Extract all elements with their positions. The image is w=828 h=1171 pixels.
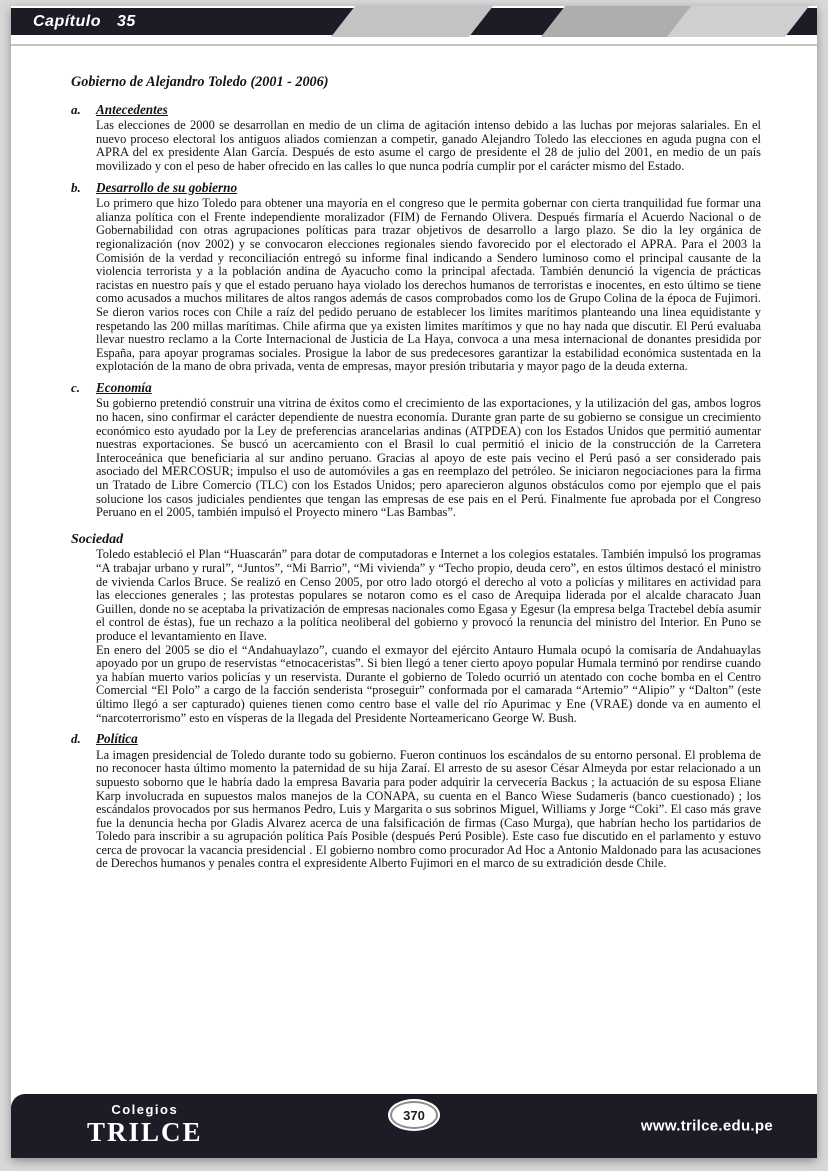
publisher-website-link[interactable]: www.trilce.edu.pe <box>640 1117 773 1135</box>
section-antecedentes <box>71 103 761 174</box>
publisher-logo-trilce: TRILCE <box>87 1117 203 1147</box>
section-letter: d. <box>71 731 81 747</box>
publisher-logo <box>87 1102 203 1146</box>
page-content <box>71 50 761 1090</box>
section-title: Sociedad <box>71 531 124 547</box>
chapter-header <box>11 6 817 48</box>
section-economia <box>71 381 761 520</box>
textbook-page <box>11 6 817 1158</box>
header-deco-shape-1 <box>331 6 493 37</box>
section-heading-row <box>71 732 761 747</box>
section-politica <box>71 732 761 871</box>
page-number-badge <box>390 1101 438 1129</box>
section-body <box>96 119 761 173</box>
section-title: Antecedentes <box>96 101 168 117</box>
section-letter: c. <box>71 379 81 395</box>
paragraph: En enero del 2005 se dio el “Andahuaylazo”, cuando el exmayor del ejército Antauro Humala ocupó la comisaría de Andahuaylas apoyado por un grupo de reservistas “etnocaceristas”. Si bien llegó a tener cierto apoyo popular Humala terminó por rendirse cuando ya habían muerto varios policías y un reservista. Durante el gobierno de Toledo ocurrió un atentado con coche bomba en el Centro Comercial “El Polo” a cargo de la facción senderista “proseguir” conformada por el camarada “Artemio” “Alipio” y “Dalton” (este último llegó a ser capturado) quienes tienen como centro base el valle del río Apurimac y Ene (VRAE) donde va en aumento el “narcoterrorismo” esto en vísperas de la llegada del Presidente Norteamericano George W. Bush. <box>96 642 761 725</box>
section-title: Política <box>96 731 138 747</box>
paragraph: La imagen presidencial de Toledo durante todo su gobierno. Fueron continuos los escándalos de su entorno personal. El problema de no reconocer hasta último momento la paternidad de su hija Zaraí. El arresto de su asesor César Almeyda por estar relacionado a un supuesto soborno que le habría dado la empresa Bavaria para poder adquirir la cervecería Backus ; la actuación de su esposa Eliane Karp involucrada en supuestos malos manejos de la CONAPA, su cuenta en el Banco Wiese Sudameris (banco cuestionado) ; los escándalos provocados por sus hermanos Pedro, Luis y Margarita o sus sobrinos Miguel, Williams y Jorge “Coki”. El caso más grave fue la denuncia hecha por Gladis Alvarez acerca de una falsificación de firmas (Caso Murga), que habrían hecho los partidarios de Toledo para inscribir a su agrupación política País Posible (después Perú Posible). Este caso fue discutido en el parlamento y estuvo cerca de provocar la vacancia presidencial . El gobierno nombro como procurador Ad Hoc a Antonio Maldonado para las acusaciones de Derechos humanos y penales contra el expresidente Alberto Fujimori en el marco de su extradición desde Chile. <box>96 747 761 871</box>
paragraph: Su gobierno pretendió construir una vitrina de éxitos como el crecimiento de las exportaciones, y la utilización del gas, ambos logros no hacen, sino confirmar el carácter dependiente de nuestra economía. Durante gran parte de su gobierno se consigue un crecimiento económico esto ayudado por la Ley de preferencias arancelarias andinas (ATPDEA) con los Estados Unidos que permitió aumentar nuestras exportaciones. Se buscó un acercamiento con el Brasil lo cual permitió el inicio de la construcción de la Carretera Interoceánica que beneficiaria al sur andino peruano. Gracias al apoyo de este pais vecino el Perú pasó a ser considerado pais asociado del MERCOSUR; impulso el uso de automóviles a gas en reemplazo del petróleo. Se iniciaron negociaciones para la firma un Tratado de Libre Comercio (TLC) con los Estados Unidos; pero aparecieron algunos obstáculos como por ejemplo que el pais solucione los casos judiciales pendientes que tengan las empresas de ese pais en el Perú. Finalmente fue aprobada por el Congreso Peruano en el 2005, también impulsó el Proyecto minero “Las Bambas”. <box>96 396 761 520</box>
section-heading-row <box>71 181 761 196</box>
header-deco-shape-3 <box>667 6 809 37</box>
section-body <box>96 548 761 725</box>
paragraph: Las elecciones de 2000 se desarrollan en medio de un clima de agitación intenso debido a las luchas por mejoras salariales. En el nuevo proceso electoral los antiguos aliados comienzan a competir, ganado Alejandro Toledo las elecciones en aguda pugna con el APRA del ex presidente Alan García. Después de esto asume el cargo de presidente el 28 de julio del 2001, en medio de un país movilizado y con el peso de haber ofrecido en las calles lo que nunca podría cumplir por el carácter mismo del Estado. <box>96 118 761 173</box>
chapter-number: 35 <box>117 12 136 30</box>
section-sociedad <box>71 533 761 725</box>
section-heading-row <box>71 103 761 118</box>
page-footer <box>11 1094 817 1158</box>
section-body <box>96 397 761 519</box>
sections <box>71 103 761 871</box>
section-heading-row <box>71 381 761 396</box>
header-divider <box>11 44 817 46</box>
section-heading-row <box>71 533 761 547</box>
section-title: Economía <box>96 379 152 395</box>
page-number: 370 <box>403 1107 425 1123</box>
section-desarrollo-de-su-gobierno <box>71 181 761 374</box>
section-body <box>96 749 761 871</box>
section-letter: a. <box>71 101 81 117</box>
chapter-label: Capítulo <box>33 12 101 30</box>
section-title: Desarrollo de su gobierno <box>96 179 238 195</box>
publisher-logo-colegios: Colegios <box>111 1102 179 1117</box>
paragraph: Lo primero que hizo Toledo para obtener una mayoría en el congreso que le permita gobernar con cierta tranquilidad fue formar una alianza política con el Frente independiente moralizador (FIM) de Fernando Olivera. Después firmaría el Acuerdo Nacional o de Gobernabilidad con otras agrupaciones políticas para trazar objetivos de desarrollo a largo plazo. Se dio la ley orgánica de regionalización (nov 2002) y se convocaron elecciones regionales siendo favorecido por el electorado el APRA. Para el 2003 la Comisión de la verdad y reconciliación entregó su informe final indicando a Sendero luminoso como el principal causante de la violencia terrorista y a la población andina de Ayacucho como la principal afectada. También denunció la vigencia de prácticas racistas en nuestro país y que el estado peruano haya violado los derechos humanos de terroristas e inocentes, en esto último se tiene como acusados a muchos militares de altos rangos además de casos comprobados como los de Grupo Colina de la época de Fujimori. Se dieron varios roces con Chile a raíz del pedido peruano de establecer los limites marítimos planteando una linea equidistante y respetando las 200 millas marítimas. Chile afirma que ya existen limites marítimos y que no hay nada que discutir. El Perú evaluaba llevar nuestro reclamo a la Corte Internacional de Justicia de La Haya, convoca a una mesa internacional de donantes presidida por España, para apoyar programas sociales. Prosigue la labor de sus predecesores garantizar la estabilidad económica sustentada en la explotación de la mano de obra privada, venta de empresas, mayor presión tributaria y mayor pago de la deuda externa. <box>96 196 761 374</box>
section-body <box>96 197 761 374</box>
section-letter: b. <box>71 179 81 195</box>
paragraph: Toledo estableció el Plan “Huascarán” para dotar de computadoras e Internet a los colegios estatales. También impulsó los programas “A trabajar urbano y rural”, “Juntos”, “Mi Barrio”, “Mi vivienda” y “Techo propio, deuda cero”, en estos últimos destacó el ministro de vivienda Carlos Bruce. Se realizó en Censo 2005, por otro lado otorgó el derecho al voto a policías y militares en actividad para las elecciones generales ; las protestas populares se notaron como es el caso de Arequipa liderada por el alcalde characato Juan Guillen, donde no se aceptaba la privatización de empresas nacionales como Egasa y Egesur (la empresa belga Tractebel debía asumir el control de éstas), fue un rechazo a la política neoliberal del gobierno y provocó la renuncia del ministro del Interior. En Puno se produce el levantamiento en Ilave. <box>96 547 761 643</box>
page-title: Gobierno de Alejandro Toledo (2001 - 2006) <box>71 74 329 90</box>
